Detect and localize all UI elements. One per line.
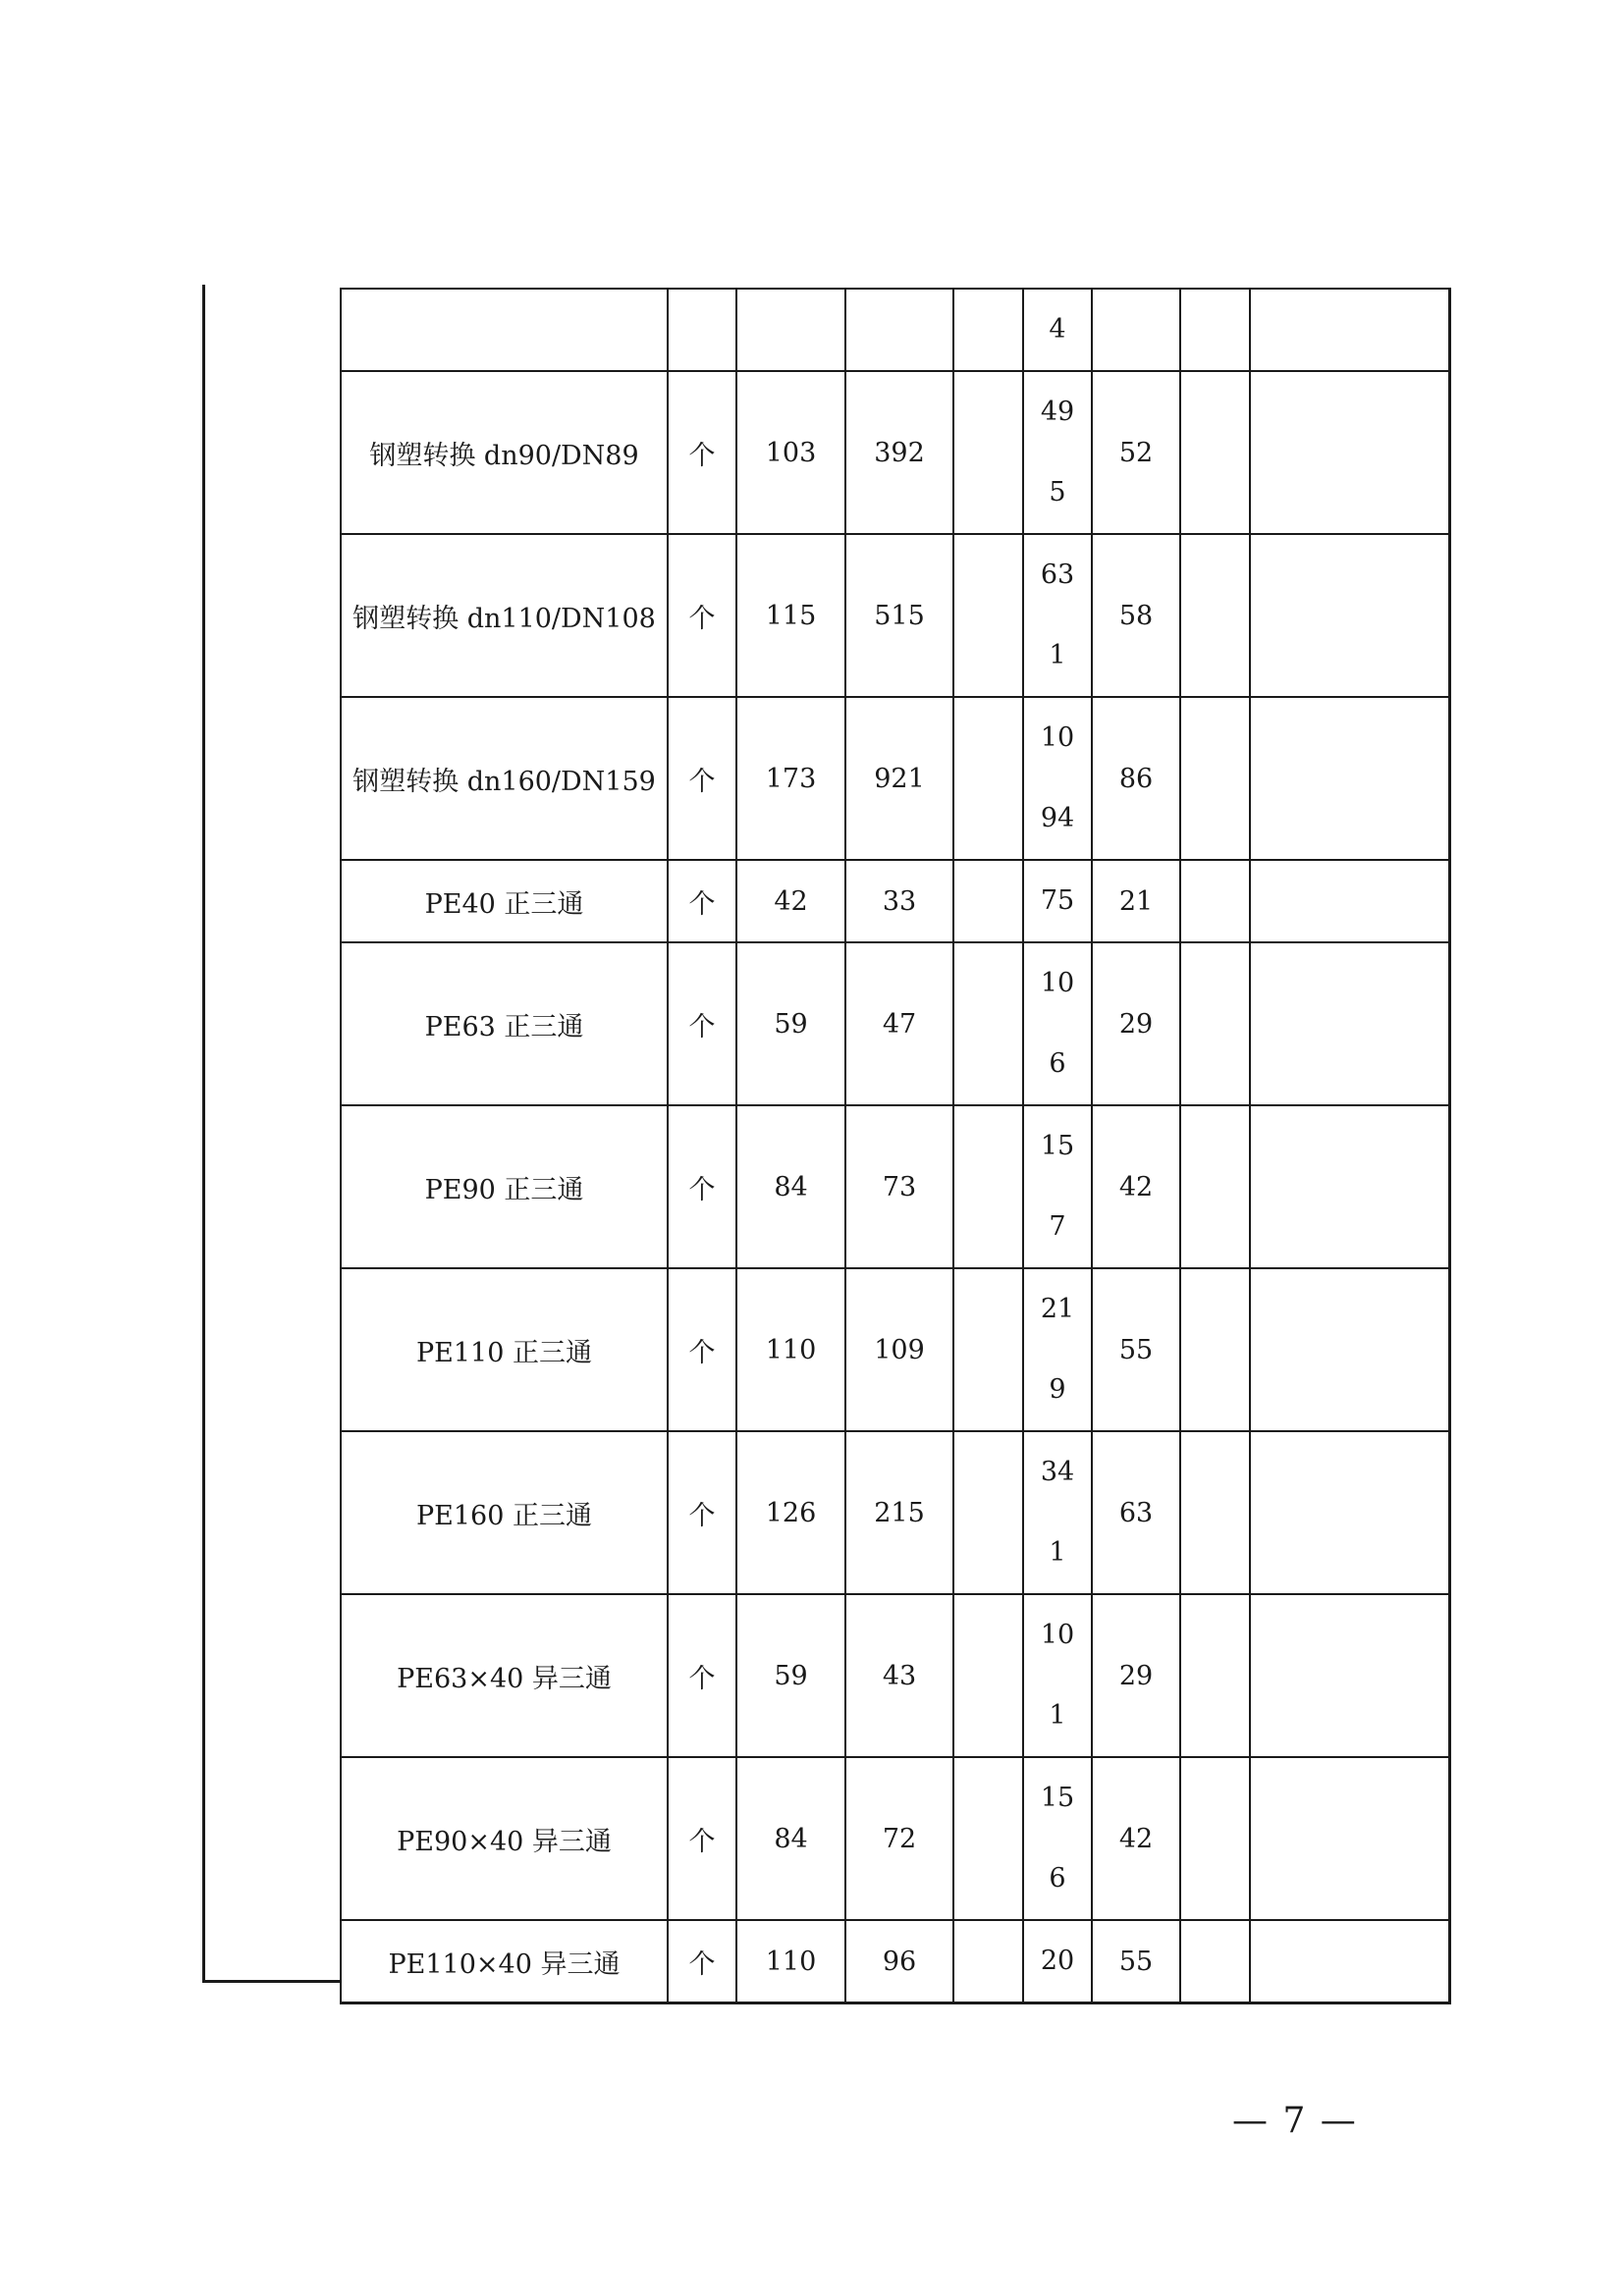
table-row: [341, 534, 1449, 697]
item-name-cell: PE63×40 异三通: [341, 1594, 668, 1757]
table-row: [341, 1757, 1449, 1920]
value-cell-5: 86: [1092, 697, 1180, 860]
value-cell-2: 43: [845, 1594, 953, 1757]
item-name-cell: PE110×40 异三通: [341, 1920, 668, 2003]
total-cell: [1023, 697, 1092, 860]
unit-cell: 个: [668, 697, 736, 860]
value-cell-1: 115: [736, 534, 845, 697]
value-cell-1: 59: [736, 942, 845, 1105]
total-cell: [1023, 1920, 1092, 2003]
table-row: [341, 1431, 1449, 1594]
total-cell: [1023, 1268, 1092, 1431]
total-cell: [1023, 289, 1092, 371]
unit-cell: 个: [668, 1757, 736, 1920]
total-line: 15: [1040, 1783, 1075, 1813]
total-line: 7: [1049, 1211, 1066, 1242]
total-line: 20: [1040, 1946, 1075, 1976]
total-line: 34: [1040, 1457, 1075, 1487]
table-row: [341, 860, 1449, 942]
unit-cell: [668, 289, 736, 371]
value-cell-3: [953, 1757, 1023, 1920]
total-line: 6: [1049, 1048, 1066, 1079]
value-cell-6: [1180, 1268, 1250, 1431]
unit-cell: 个: [668, 1268, 736, 1431]
total-cell: [1023, 1594, 1092, 1757]
value-cell-2: 72: [845, 1757, 953, 1920]
total-cell: [1023, 942, 1092, 1105]
value-cell-3: [953, 1920, 1023, 2003]
unit-cell: 个: [668, 1105, 736, 1268]
unit-cell: 个: [668, 1431, 736, 1594]
item-name-cell: PE90×40 异三通: [341, 1757, 668, 1920]
value-cell-2: [845, 289, 953, 371]
value-cell-3: [953, 534, 1023, 697]
value-cell-6: [1180, 860, 1250, 942]
total-line: 49: [1040, 397, 1075, 427]
value-cell-3: [953, 860, 1023, 942]
value-cell-5: 63: [1092, 1431, 1180, 1594]
total-line: 1: [1049, 1700, 1066, 1731]
value-cell-6: [1180, 1105, 1250, 1268]
table-row: [341, 942, 1449, 1105]
total-line: 5: [1049, 477, 1066, 507]
value-cell-6: [1180, 371, 1250, 534]
note-cell: [1250, 942, 1449, 1105]
value-cell-6: [1180, 1594, 1250, 1757]
note-cell: [1250, 371, 1449, 534]
table-row: [341, 1268, 1449, 1431]
note-cell: [1250, 534, 1449, 697]
unit-cell: 个: [668, 1594, 736, 1757]
total-line: 63: [1040, 560, 1075, 590]
table-row: [341, 371, 1449, 534]
value-cell-3: [953, 371, 1023, 534]
total-line: 15: [1040, 1131, 1075, 1161]
value-cell-2: 73: [845, 1105, 953, 1268]
item-name-cell: [341, 289, 668, 371]
value-cell-5: 29: [1092, 1594, 1180, 1757]
value-cell-3: [953, 1268, 1023, 1431]
total-line: 6: [1049, 1863, 1066, 1894]
value-cell-1: 84: [736, 1105, 845, 1268]
value-cell-2: 47: [845, 942, 953, 1105]
value-cell-6: [1180, 942, 1250, 1105]
value-cell-3: [953, 1105, 1023, 1268]
value-cell-6: [1180, 534, 1250, 697]
value-cell-2: 921: [845, 697, 953, 860]
table-row: [341, 1920, 1449, 2003]
value-cell-5: 52: [1092, 371, 1180, 534]
value-cell-6: [1180, 1757, 1250, 1920]
value-cell-5: [1092, 289, 1180, 371]
value-cell-1: 110: [736, 1920, 845, 2003]
value-cell-2: 215: [845, 1431, 953, 1594]
total-line: 10: [1040, 1620, 1075, 1650]
table-row: [341, 1105, 1449, 1268]
value-cell-1: 173: [736, 697, 845, 860]
price-table: [340, 288, 1451, 2004]
total-cell: [1023, 1757, 1092, 1920]
value-cell-5: 55: [1092, 1268, 1180, 1431]
table-frame-bottom-border: [202, 1980, 342, 1983]
total-line: 9: [1049, 1374, 1066, 1405]
value-cell-5: 42: [1092, 1757, 1180, 1920]
value-cell-1: 84: [736, 1757, 845, 1920]
total-line: 10: [1040, 722, 1075, 753]
total-cell: [1023, 371, 1092, 534]
value-cell-6: [1180, 1920, 1250, 2003]
value-cell-5: 21: [1092, 860, 1180, 942]
total-line: 21: [1040, 1294, 1075, 1324]
table-row: [341, 1594, 1449, 1757]
value-cell-1: 59: [736, 1594, 845, 1757]
value-cell-6: [1180, 1431, 1250, 1594]
note-cell: [1250, 289, 1449, 371]
unit-cell: 个: [668, 942, 736, 1105]
note-cell: [1250, 1757, 1449, 1920]
value-cell-2: 392: [845, 371, 953, 534]
value-cell-3: [953, 289, 1023, 371]
table-body: [341, 289, 1449, 2003]
value-cell-3: [953, 1594, 1023, 1757]
value-cell-6: [1180, 697, 1250, 860]
item-name-cell: PE90 正三通: [341, 1105, 668, 1268]
page-number: — 7 —: [1232, 2101, 1358, 2141]
value-cell-5: 42: [1092, 1105, 1180, 1268]
value-cell-5: 55: [1092, 1920, 1180, 2003]
item-name-cell: PE110 正三通: [341, 1268, 668, 1431]
value-cell-3: [953, 942, 1023, 1105]
note-cell: [1250, 697, 1449, 860]
item-name-cell: PE63 正三通: [341, 942, 668, 1105]
table-row: [341, 289, 1449, 371]
item-name-cell: 钢塑转换 dn110/DN108: [341, 534, 668, 697]
unit-cell: 个: [668, 1920, 736, 2003]
total-line: 1: [1049, 640, 1066, 670]
item-name-cell: 钢塑转换 dn160/DN159: [341, 697, 668, 860]
note-cell: [1250, 1431, 1449, 1594]
value-cell-2: 109: [845, 1268, 953, 1431]
value-cell-5: 58: [1092, 534, 1180, 697]
item-name-cell: 钢塑转换 dn90/DN89: [341, 371, 668, 534]
value-cell-6: [1180, 289, 1250, 371]
value-cell-2: 96: [845, 1920, 953, 2003]
value-cell-1: 110: [736, 1268, 845, 1431]
total-line: 94: [1040, 803, 1075, 833]
unit-cell: 个: [668, 534, 736, 697]
table-frame-left-border: [202, 285, 205, 1983]
total-cell: [1023, 860, 1092, 942]
unit-cell: 个: [668, 371, 736, 534]
unit-cell: 个: [668, 860, 736, 942]
note-cell: [1250, 1105, 1449, 1268]
value-cell-3: [953, 1431, 1023, 1594]
note-cell: [1250, 860, 1449, 942]
note-cell: [1250, 1594, 1449, 1757]
value-cell-2: 515: [845, 534, 953, 697]
note-cell: [1250, 1268, 1449, 1431]
value-cell-2: 33: [845, 860, 953, 942]
item-name-cell: PE160 正三通: [341, 1431, 668, 1594]
value-cell-3: [953, 697, 1023, 860]
total-cell: [1023, 1431, 1092, 1594]
value-cell-1: 42: [736, 860, 845, 942]
total-line: 4: [1049, 314, 1066, 345]
table-row: [341, 697, 1449, 860]
total-line: 1: [1049, 1537, 1066, 1568]
value-cell-5: 29: [1092, 942, 1180, 1105]
value-cell-1: 126: [736, 1431, 845, 1594]
value-cell-1: 103: [736, 371, 845, 534]
total-line: 75: [1040, 885, 1075, 916]
total-cell: [1023, 534, 1092, 697]
total-line: 10: [1040, 968, 1075, 998]
note-cell: [1250, 1920, 1449, 2003]
total-cell: [1023, 1105, 1092, 1268]
value-cell-1: [736, 289, 845, 371]
item-name-cell: PE40 正三通: [341, 860, 668, 942]
